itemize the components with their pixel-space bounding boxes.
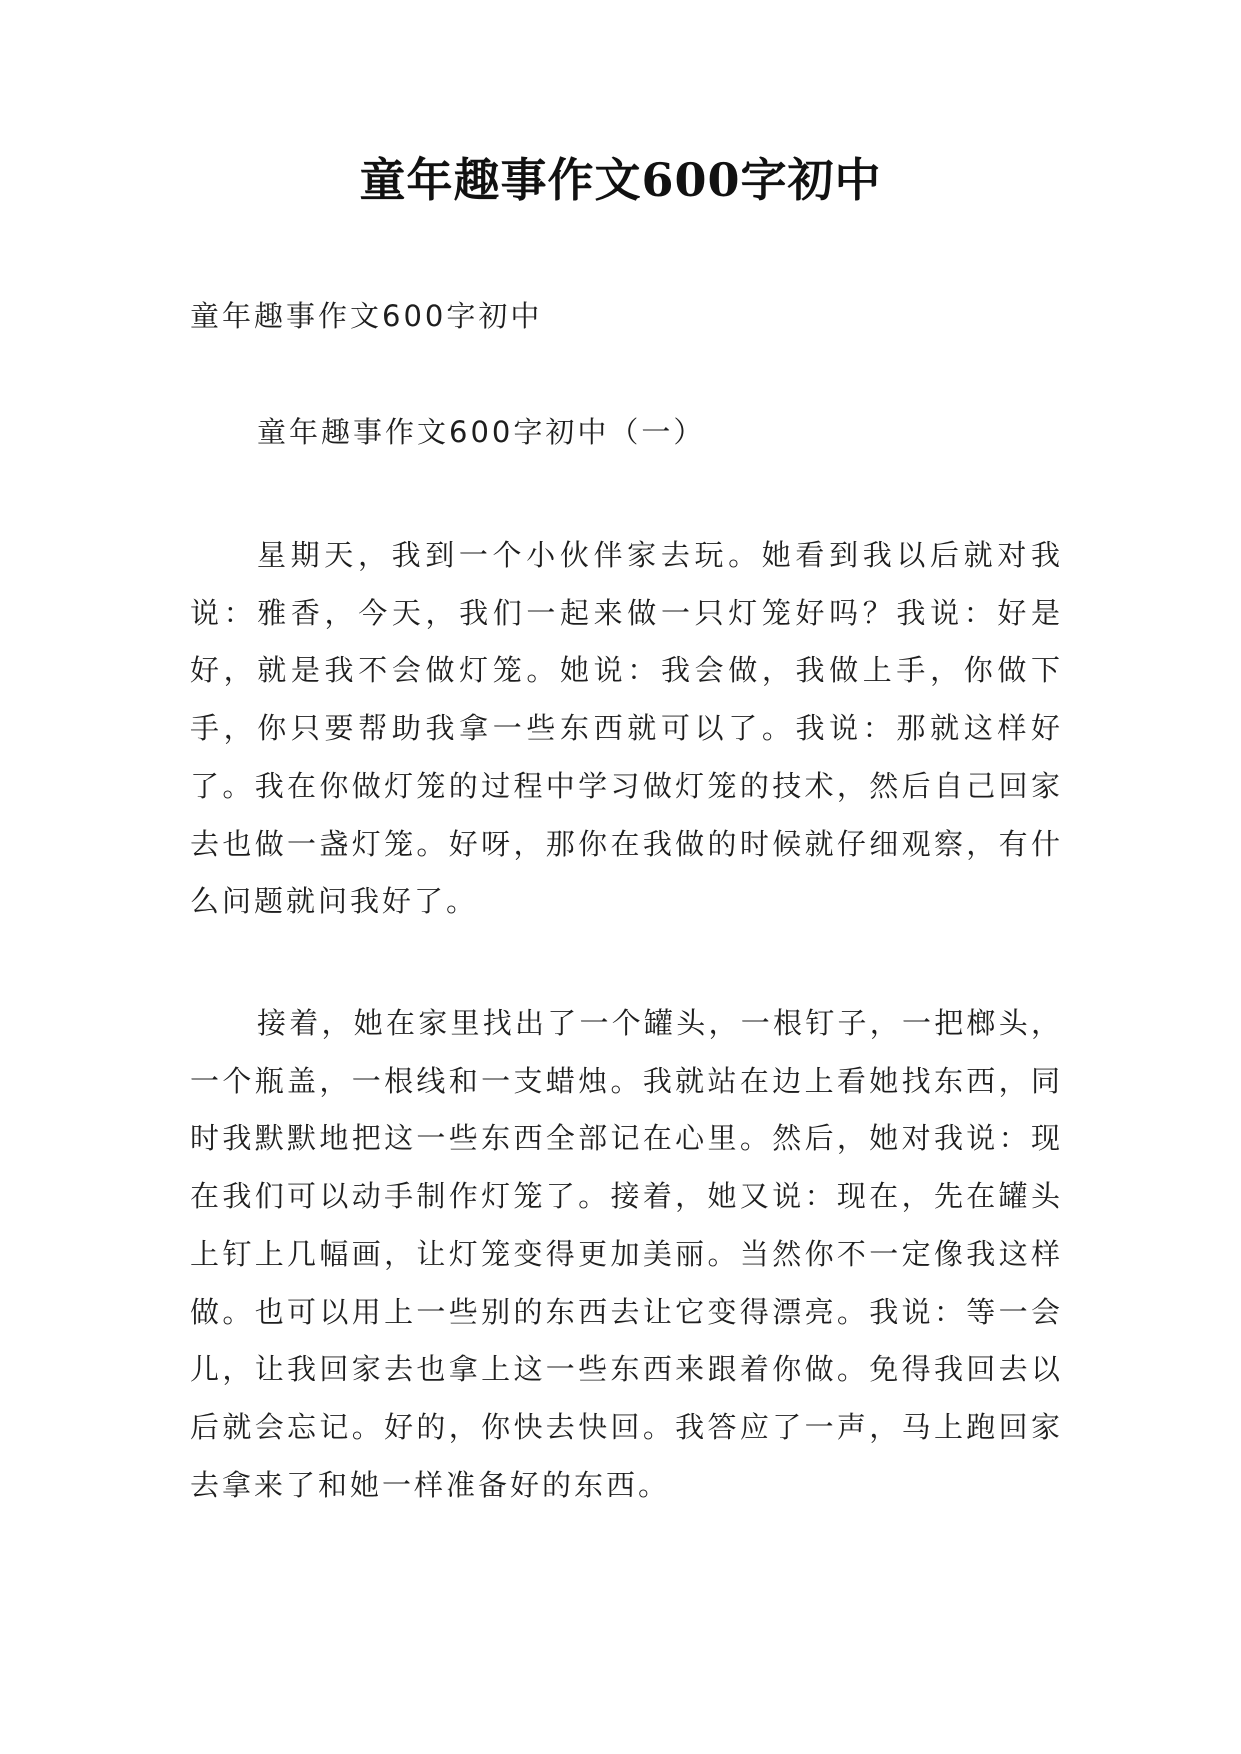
document-subtitle: 童年趣事作文600字初中 xyxy=(190,299,543,333)
paragraph-2: 接着，她在家里找出了一个罐头，一根钉子，一把榔头，一个瓶盖，一根线和一支蜡烛。我就站在边上看她找东西，同时我默默地把这一些东西全部记在心里。然后，她对我说：现在我们可以动手制作灯笼了。接着，她又说：现在，先在罐头上钉上几幅画，让灯笼变得更加美丽。当然你不一定像我这样做。也可以用上一些别的东西去让它变得漂亮。我说：等一会儿，让我回家去也拿上这一些东西来跟着你做。免得我回去以后就会忘记。好的，你快去快回。我答应了一声，马上跑回家去拿来了和她一样准备好的东西。 xyxy=(190,1006,1063,1502)
paragraph-1: 星期天，我到一个小伙伴家去玩。她看到我以后就对我说：雅香，今天，我们一起来做一只灯笼好吗？我说：好是好，就是我不会做灯笼。她说：我会做，我做上手，你做下手，你只要帮助我拿一些东西就可以了。我说：那就这样好了。我在你做灯笼的过程中学习做灯笼的技术，然后自己回家去也做一盏灯笼。好呀，那你在我做的时候就仔细观察，有什么问题就问我好了。 xyxy=(190,538,1063,919)
document-title: 童年趣事作文600字初中 xyxy=(359,153,882,207)
section-heading: 童年趣事作文600字初中（一） xyxy=(257,415,706,449)
